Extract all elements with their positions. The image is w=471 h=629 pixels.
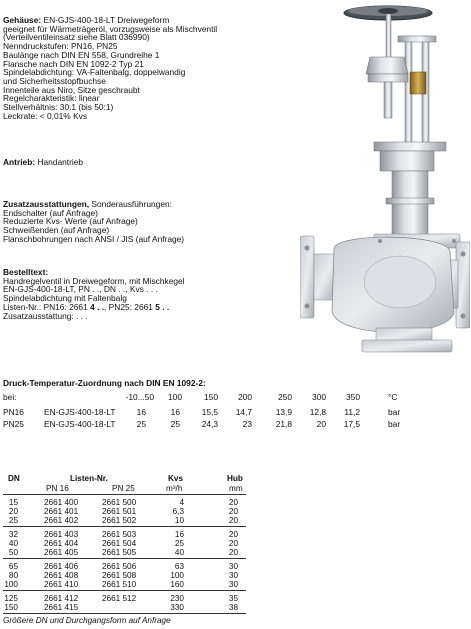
list-dn: 15	[8, 498, 18, 507]
valve-image	[300, 2, 470, 366]
pt-table-title: Druck-Temperatur-Zuordnung nach DIN EN 1092-2:	[3, 378, 206, 388]
list-kvs: 25	[174, 539, 184, 548]
list-pn25: 2661 501	[102, 507, 137, 516]
drive-line	[3, 158, 83, 167]
list-hub: 30	[228, 580, 238, 589]
list-dn: 150	[4, 603, 18, 612]
list-header-pn25: PN 25	[112, 484, 135, 493]
list-hub: 20	[228, 548, 238, 557]
pt-value: 11,2	[344, 407, 360, 417]
options-line: Schweißenden (auf Anfrage)	[3, 225, 110, 236]
pt-value: 21,8	[275, 419, 292, 429]
list-bottom-rule	[3, 613, 246, 614]
list-group-rule	[3, 590, 246, 591]
list-dn: 20	[8, 507, 18, 516]
pt-value: 16	[136, 407, 146, 417]
list-group-rule	[3, 526, 246, 527]
pt-bei-label: bei:	[3, 392, 17, 402]
order-line: EN-GJS-400-18-LT, PN . ., DN . ., Kvs . . .	[3, 284, 158, 295]
list-hub: 20	[228, 498, 238, 507]
order-line: Spindelabdichtung mit Faltenbalg	[3, 293, 127, 304]
description-line: (Verteilventileinsatz siehe Blatt 036990)	[3, 32, 150, 43]
options-block	[3, 200, 184, 244]
pt-temp-cell: -10...50	[125, 392, 154, 402]
pt-temp-cell: 250	[278, 392, 292, 402]
list-kvs: 63	[174, 562, 184, 571]
list-dn: 65	[8, 562, 18, 571]
list-pn16: 2661 412	[44, 594, 79, 603]
list-pn25: 2661 504	[102, 539, 137, 548]
list-pn16: 2661 401	[44, 507, 79, 516]
pt-value: 25	[136, 419, 146, 429]
options-line: Endschalter (auf Anfrage)	[3, 207, 98, 218]
list-header-kvs-unit: m³/h	[166, 484, 183, 493]
pt-temp-cell: 350	[346, 392, 360, 402]
list-header-hub-unit: mm	[229, 484, 243, 493]
list-pn25: 2661 503	[102, 530, 137, 539]
pt-temp-cell: 300	[312, 392, 326, 402]
list-hub: 20	[228, 516, 238, 525]
pt-value: 20	[316, 419, 326, 429]
list-pn16: 2661 403	[44, 530, 79, 539]
description-heading-text: EN-GJS-400-18-LT Dreiwegeform	[43, 15, 170, 25]
drive-value: Handantrieb	[37, 157, 84, 167]
list-hub: 30	[228, 562, 238, 571]
pt-temp-cell: 150	[204, 392, 218, 402]
description-line: Baulänge nach DIN EN 558, Grundreihe 1	[3, 49, 160, 60]
list-dn: 125	[4, 594, 18, 603]
order-list-mid: , PN25: 2661	[104, 301, 153, 312]
order-block	[3, 268, 185, 320]
list-pn25: 2661 508	[102, 571, 137, 580]
pt-unit: bar	[388, 419, 401, 429]
list-hub: 30	[228, 571, 238, 580]
pt-row-pn16	[0, 407, 471, 417]
list-header-listen: Listen-Nr.	[70, 474, 108, 483]
pt-value: 16	[170, 407, 180, 417]
list-kvs: 40	[174, 548, 184, 557]
description-line: Flansche nach DIN EN 1092-2 Typ 21	[3, 58, 144, 69]
list-kvs: 4	[179, 498, 184, 507]
list-kvs: 100	[170, 571, 184, 580]
list-hub: 20	[228, 539, 238, 548]
list-pn16: 2661 402	[44, 516, 79, 525]
pt-value: 14,7	[235, 407, 252, 417]
description-heading: Gehäuse:	[3, 15, 42, 25]
description-line: Regelcharakteristik: linear	[3, 93, 100, 104]
pt-value: 13,9	[275, 407, 292, 417]
list-pn25: 2661 512	[102, 594, 137, 603]
list-pn25: 2661 506	[102, 562, 137, 571]
pt-temp-cell: 200	[238, 392, 252, 402]
description-line: Leckrate: < 0,01% Kvs	[3, 110, 88, 121]
list-header-kvs: Kvs	[168, 474, 184, 483]
pt-value: 15,5	[201, 407, 218, 417]
list-hub: 20	[228, 530, 238, 539]
list-dn: 25	[8, 516, 18, 525]
order-list-prefix: Listen-Nr.: PN16: 2661	[3, 301, 88, 312]
pt-pn: PN16	[3, 407, 24, 417]
list-kvs: 10	[174, 516, 184, 525]
order-heading: Bestelltext:	[3, 267, 49, 277]
list-pn16: 2661 405	[44, 548, 79, 557]
pt-value: 12,8	[309, 407, 326, 417]
description-line: und Sicherheitsstopfbuchse	[3, 75, 106, 86]
list-kvs: 16	[174, 530, 184, 539]
options-heading-rest: Sonderausführungen:	[91, 199, 172, 209]
pt-unit-temp: °C	[388, 392, 398, 402]
description-line: Nenndruckstufen: PN16, PN25	[3, 41, 118, 52]
pt-pn: PN25	[3, 419, 24, 429]
list-pn16: 2661 404	[44, 539, 79, 548]
pt-value: 17,5	[343, 419, 360, 429]
list-group-rule	[3, 558, 246, 559]
list-dn: 100	[4, 580, 18, 589]
list-header-pn16: PN 16	[46, 484, 69, 493]
list-kvs: 330	[170, 603, 184, 612]
options-line: Reduzierte Kvs- Werte (auf Anfrage)	[3, 216, 138, 227]
list-header-rule	[3, 494, 246, 495]
list-kvs: 230	[170, 594, 184, 603]
list-kvs: 6,3	[172, 507, 184, 516]
pt-row-pn25	[0, 419, 471, 429]
pt-material: EN-GJS-400-18-LT	[44, 419, 116, 429]
description-line: Stellverhältnis: 30:1 (bis 50:1)	[3, 102, 114, 113]
list-hub: 35	[228, 594, 238, 603]
pt-material: EN-GJS-400-18-LT	[44, 407, 116, 417]
list-dn: 32	[8, 530, 18, 539]
order-list-pn16: 4 . .	[90, 301, 105, 312]
list-hub: 20	[228, 507, 238, 516]
list-pn16: 2661 415	[44, 603, 79, 612]
list-pn16: 2661 410	[44, 580, 79, 589]
description-block	[3, 16, 217, 120]
list-dn: 80	[8, 571, 18, 580]
description-line: Spindelabdichtung: VA-Faltenbalg, doppelwandig	[3, 67, 186, 78]
list-dn: 40	[8, 539, 18, 548]
list-kvs: 160	[170, 580, 184, 589]
description-line: geeignet für Wärmeträgeröl, vorzugsweise als Mischventil	[3, 23, 218, 34]
list-pn25: 2661 500	[102, 498, 137, 507]
options-line: Flanschbohrungen nach ANSI / JIS (auf Anfrage)	[3, 233, 185, 244]
list-pn25: 2661 505	[102, 548, 137, 557]
description-line: Innenteile aus Niro, Sitze geschraubt	[3, 84, 140, 95]
order-extra: Zusatzausstattung: . . .	[3, 310, 88, 321]
pt-temp-cell: 100	[168, 392, 182, 402]
list-dn: 50	[8, 548, 18, 557]
list-hub: 38	[228, 603, 238, 612]
list-header-hub: Hub	[227, 474, 243, 483]
list-pn16: 2661 408	[44, 571, 79, 580]
drive-label: Antrieb:	[3, 157, 36, 167]
list-header-dn: DN	[8, 474, 20, 483]
options-heading: Zusatzausstattungen,	[3, 199, 90, 209]
order-line: Handregelventil in Dreiwegeform, mit Mischkegel	[3, 275, 185, 286]
pt-value: 23	[242, 419, 252, 429]
list-footnote: Größere DN und Durchgangsform auf Anfrage	[3, 616, 171, 625]
pt-value: 24,3	[201, 419, 218, 429]
list-pn16: 2661 406	[44, 562, 79, 571]
pt-value: 25	[170, 419, 180, 429]
order-list-pn25: 5 . .	[155, 301, 170, 312]
pt-header-row	[0, 392, 471, 402]
list-pn25: 2661 510	[102, 580, 137, 589]
list-pn16: 2661 400	[44, 498, 79, 507]
list-pn25: 2661 502	[102, 516, 137, 525]
pt-unit: bar	[388, 407, 401, 417]
